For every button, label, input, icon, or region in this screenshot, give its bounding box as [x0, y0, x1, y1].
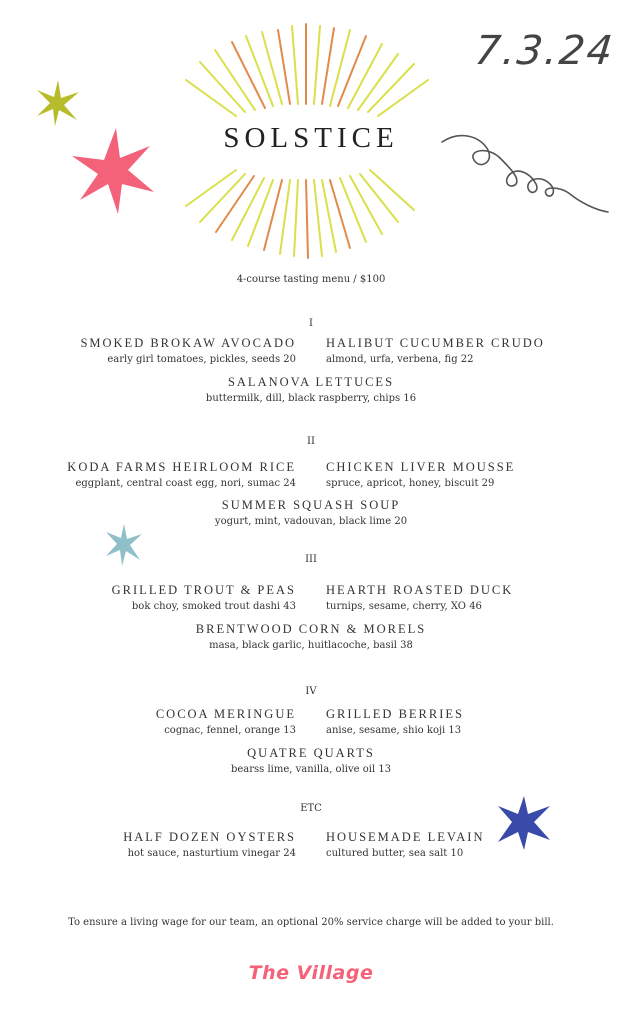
dish — [0, 375, 622, 404]
dish-name: HOUSEMADE LEVAIN — [326, 830, 485, 844]
dish-name: KODA FARMS HEIRLOOM RICE — [67, 460, 296, 474]
dish-desc: spruce, apricot, honey, biscuit 29 — [326, 478, 495, 489]
dish — [326, 583, 513, 612]
course-label: I — [309, 318, 313, 329]
dish-desc: turnips, sesame, cherry, XO 46 — [326, 601, 482, 612]
dish-name: GRILLED TROUT & PEAS — [111, 583, 296, 597]
dish — [326, 460, 515, 489]
course-label: ETC — [300, 803, 322, 814]
star-olive-icon — [33, 78, 83, 128]
dish-name: SUMMER SQUASH SOUP — [221, 498, 401, 512]
dish-name: SMOKED BROKAW AVOCADO — [80, 336, 296, 350]
dish — [67, 460, 296, 489]
dish — [112, 583, 296, 612]
dish — [0, 746, 622, 775]
dish-name: HALF DOZEN OYSTERS — [123, 830, 296, 844]
course-label: III — [305, 554, 317, 565]
dish — [0, 498, 622, 527]
restaurant-logo: The Village — [248, 962, 374, 984]
dish-desc: cultured butter, sea salt 10 — [326, 848, 464, 859]
dish — [0, 622, 622, 651]
dish-desc: bok choy, smoked trout dashi 43 — [131, 601, 296, 612]
dish-name: GRILLED BERRIES — [326, 707, 464, 721]
dish — [326, 336, 545, 365]
dish-desc: almond, urfa, verbena, fig 22 — [326, 354, 474, 365]
menu-subtitle: 4-course tasting menu / $100 — [236, 274, 386, 285]
dish — [123, 830, 296, 859]
course-label: II — [307, 436, 315, 447]
dish — [326, 830, 485, 859]
dish — [80, 336, 296, 365]
dish-name: HEARTH ROASTED DUCK — [326, 583, 514, 597]
dish-name: QUATRE QUARTS — [247, 746, 375, 760]
dish-desc: cognac, fennel, orange 13 — [164, 725, 296, 736]
dish — [156, 707, 296, 736]
dish-desc: anise, sesame, shio koji 13 — [326, 725, 462, 736]
dish-name: SALANOVA LETTUCES — [227, 375, 395, 389]
dish-name: BRENTWOOD CORN & MORELS — [195, 622, 427, 636]
dish-name: CHICKEN LIVER MOUSSE — [326, 460, 516, 474]
service-charge-note: To ensure a living wage for our team, an optional 20% service charge will be added to your bill. — [68, 917, 554, 928]
dish-name: COCOA MERINGUE — [155, 707, 296, 721]
dish-name: HALIBUT CUCUMBER CRUDO — [326, 336, 545, 350]
dish-desc: eggplant, central coast egg, nori, sumac 24 — [75, 478, 296, 489]
menu-date: 7.3.24 — [472, 28, 617, 74]
dish-desc: bearss lime, vanilla, olive oil 13 — [230, 764, 392, 775]
course-label: IV — [305, 686, 317, 697]
dish-desc: hot sauce, nasturtium vinegar 24 — [127, 848, 296, 859]
dish-desc: yogurt, mint, vadouvan, black lime 20 — [214, 516, 408, 527]
dish-desc: buttermilk, dill, black raspberry, chips 16 — [205, 393, 417, 404]
dish-desc: early girl tomatoes, pickles, seeds 20 — [107, 354, 296, 365]
menu-title: SOLSTICE — [223, 122, 399, 154]
dish — [326, 707, 464, 736]
dish-desc: masa, black garlic, huitlacoche, basil 38 — [209, 640, 413, 651]
